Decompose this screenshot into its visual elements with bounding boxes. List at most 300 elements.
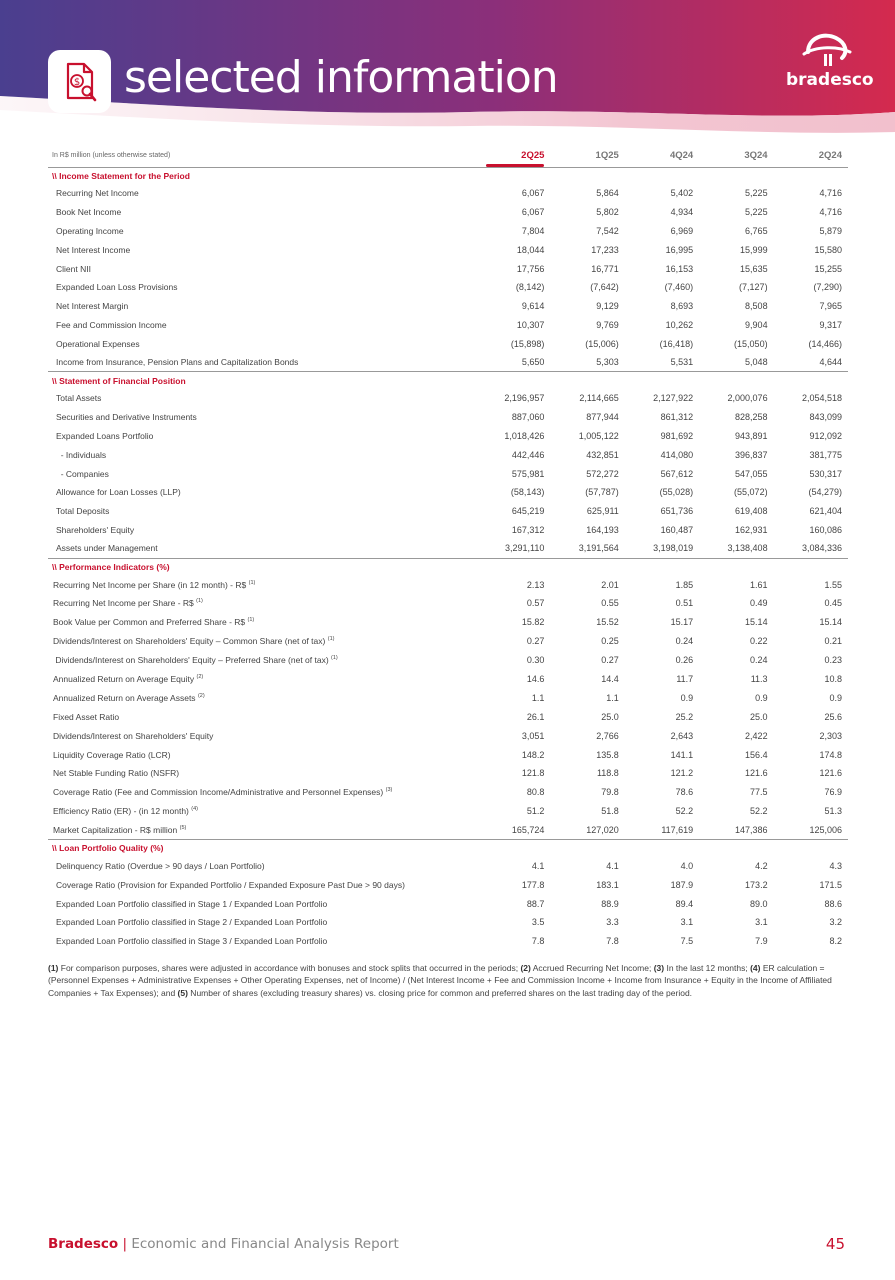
cell-value: 943,891 — [735, 430, 768, 441]
row-label — [48, 316, 476, 335]
table-row — [48, 875, 848, 894]
cell-value: (54,279) — [808, 487, 842, 498]
cell-value: 530,317 — [809, 468, 842, 479]
cell-value: 15.14 — [819, 617, 842, 628]
cell-value: 0.24 — [675, 636, 694, 647]
row-label — [48, 521, 476, 540]
footnote-marker: (5) — [179, 825, 187, 832]
row-label — [48, 240, 476, 259]
row-label-text: Assets under Management — [56, 543, 158, 554]
cell-value: 3.2 — [829, 917, 842, 928]
cell-value: 183.1 — [596, 879, 619, 890]
cell-value: 78.6 — [675, 787, 694, 798]
cell-value: 121.6 — [745, 768, 768, 779]
row-label — [48, 334, 476, 353]
row-label — [48, 389, 476, 408]
cell-value: (7,290) — [813, 282, 842, 293]
table-row — [48, 670, 848, 689]
cell-value: 0.49 — [750, 598, 768, 609]
cell-value: 80.8 — [526, 787, 545, 798]
cell-value: 15,999 — [740, 244, 768, 255]
cell-value: (15,006) — [585, 338, 619, 349]
cell-value: 7.9 — [755, 936, 768, 947]
row-label-text: Delinquency Ratio (Overdue > 90 days / Loan Portfolio) — [56, 861, 265, 871]
table-row — [48, 688, 848, 707]
cell-value: 187.9 — [670, 879, 694, 890]
cell-value: 118.8 — [596, 768, 619, 779]
row-label — [48, 932, 476, 951]
row-label-text: Net Interest Income — [56, 244, 131, 255]
cell-value: 442,446 — [511, 449, 545, 460]
row-label — [48, 707, 476, 726]
table-row — [48, 427, 848, 446]
cell-value: 16,771 — [591, 263, 619, 274]
cell-value: 5,802 — [596, 207, 619, 218]
table-row — [48, 184, 848, 203]
cell-value: 121.2 — [670, 768, 694, 779]
row-label — [48, 222, 476, 241]
footnote-marker: (1) — [248, 579, 256, 586]
cell-value: 25.6 — [824, 711, 842, 722]
cell-value: 15,635 — [740, 263, 768, 274]
cell-value: 14.6 — [526, 674, 545, 685]
row-label-text: Recurring Net Income per Share - R$ — [53, 598, 194, 609]
cell-value: 51.3 — [824, 806, 842, 817]
cell-value: 3,051 — [521, 730, 545, 741]
row-label — [48, 502, 476, 521]
footer-report-title: Economic and Financial Analysis Report — [131, 1236, 399, 1252]
table-row — [48, 764, 848, 783]
row-label — [48, 445, 476, 464]
cell-value: 52.2 — [750, 806, 768, 817]
column-header-1q25: 1Q25 — [595, 150, 619, 162]
cell-value: 7,542 — [596, 225, 619, 236]
row-label — [48, 632, 476, 651]
row-label-text: Net Interest Margin — [56, 301, 129, 312]
table-row — [48, 389, 848, 408]
table-row — [48, 802, 848, 821]
table-row — [48, 707, 848, 726]
table-row — [48, 502, 848, 521]
cell-value: (7,127) — [739, 282, 768, 293]
cell-value: 15,255 — [814, 263, 842, 274]
row-label-text: Dividends/Interest on Shareholders' Equity – Common Share (net of tax) — [53, 636, 326, 647]
cell-value: 3.1 — [755, 917, 768, 928]
row-label-text: Client NII — [56, 263, 91, 274]
cell-value: 165,724 — [511, 824, 545, 835]
table-row — [48, 464, 848, 483]
column-header-4q24: 4Q24 — [669, 150, 694, 162]
cell-value: 76.9 — [824, 787, 842, 798]
cell-value: 51.8 — [601, 806, 619, 817]
cell-value: 861,312 — [660, 412, 694, 423]
row-label-text: Liquidity Coverage Ratio (LCR) — [53, 749, 171, 760]
cell-value: 127,020 — [586, 824, 619, 835]
table-row — [48, 316, 848, 335]
cell-value: 147,386 — [735, 824, 768, 835]
cell-value: 141.1 — [670, 749, 694, 760]
cell-value: 547,055 — [735, 468, 768, 479]
cell-value: 11.3 — [750, 674, 768, 685]
footnote-text: Accrued Recurring Net Income; — [530, 963, 654, 973]
cell-value: 77.5 — [750, 787, 768, 798]
cell-value: 156.4 — [745, 749, 768, 760]
cell-value: 16,153 — [665, 263, 694, 274]
cell-value: 16,995 — [665, 244, 694, 255]
cell-value: 2,127,922 — [653, 393, 694, 404]
cell-value: 0.9 — [755, 692, 768, 703]
footnote-marker: (3) — [385, 787, 393, 794]
cell-value: 10,307 — [516, 319, 545, 330]
footnote-marker: (4) — [191, 806, 198, 813]
cell-value: 0.51 — [675, 598, 694, 609]
active-column-indicator — [486, 164, 544, 167]
cell-value: 174.8 — [819, 749, 842, 760]
row-label-text: Expanded Loans Portfolio — [56, 430, 154, 441]
logo-text: bradesco — [786, 70, 874, 90]
cell-value: 5,225 — [745, 188, 768, 199]
row-label-text: Coverage Ratio (Provision for Expanded Portfolio / Expanded Exposure Past Due > 90 days) — [56, 879, 405, 890]
cell-value: 6,067 — [521, 188, 545, 199]
column-header-2q24: 2Q24 — [818, 150, 842, 162]
row-label — [48, 184, 476, 203]
cell-value: 14.4 — [601, 674, 619, 685]
row-label — [48, 278, 476, 297]
cell-value: 3,191,564 — [578, 543, 619, 554]
table-row — [48, 521, 848, 540]
row-label — [48, 427, 476, 446]
cell-value: 7.8 — [531, 936, 545, 947]
cell-value: 5,864 — [596, 188, 619, 199]
row-label-text: Expanded Loan Loss Provisions — [56, 282, 178, 293]
section-header-row — [48, 558, 848, 575]
cell-value: 135.8 — [596, 749, 619, 760]
cell-value: 4,644 — [819, 357, 842, 368]
cell-value: 25.2 — [675, 711, 694, 722]
page-number: 45 — [825, 1235, 845, 1253]
cell-value: 1.55 — [824, 579, 842, 590]
cell-value: 17,756 — [516, 263, 545, 274]
cell-value: 17,233 — [591, 244, 619, 255]
cell-value: 18,044 — [516, 244, 545, 255]
footnote-number: (2) — [520, 963, 531, 973]
footnote-text: ER calculation = (Personnel Expenses + Administrative Expenses + Other Operating Expenses, net of Income) / (Net Interest Income + Fee and Commission Income + Income from Insurance + Equity in the Income of Affiliated Companies + Tax Expenses); and — [48, 963, 832, 998]
cell-value: 11.7 — [676, 674, 694, 685]
row-label-text: Coverage Ratio (Fee and Commission Income/Administrative and Personnel Expenses) — [53, 787, 384, 798]
row-label — [48, 353, 476, 372]
row-label — [48, 575, 476, 594]
table-row — [48, 857, 848, 876]
footnote-text: In the last 12 months; — [664, 963, 751, 973]
page-title: selected information — [124, 52, 558, 103]
cell-value: 160,086 — [809, 524, 842, 535]
cell-value: 4,934 — [670, 207, 694, 218]
cell-value: 6,067 — [521, 207, 545, 218]
cell-value: 3.3 — [606, 917, 619, 928]
document-search-icon — [48, 50, 111, 113]
cell-value: 25.0 — [601, 711, 619, 722]
cell-value: 160,487 — [660, 524, 694, 535]
cell-value: 4.3 — [829, 861, 842, 871]
cell-value: 25.0 — [750, 711, 768, 722]
cell-value: 4.2 — [755, 861, 768, 871]
row-label-text: Total Deposits — [56, 506, 110, 517]
cell-value: 10.8 — [824, 674, 842, 685]
footnote-marker: (1) — [331, 655, 338, 662]
cell-value: 3,084,336 — [801, 543, 842, 554]
cell-value: (14,466) — [808, 338, 842, 349]
cell-value: 148.2 — [521, 749, 545, 760]
cell-value: 1.61 — [750, 579, 768, 590]
cell-value: 3.1 — [680, 917, 694, 928]
row-label — [48, 297, 476, 316]
cell-value: 4,716 — [819, 188, 842, 199]
cell-value: 0.27 — [601, 655, 619, 666]
cell-value: 0.45 — [824, 598, 842, 609]
row-label-text: Securities and Derivative Instruments — [56, 412, 197, 423]
cell-value: 1.1 — [531, 692, 545, 703]
cell-value: 567,612 — [660, 468, 694, 479]
cell-value: 162,931 — [735, 524, 768, 535]
cell-value: (7,460) — [664, 282, 694, 293]
cell-value: 572,272 — [586, 468, 619, 479]
cell-value: 3,291,110 — [505, 543, 545, 554]
cell-value: 0.55 — [601, 598, 619, 609]
table-row — [48, 632, 848, 651]
row-label-text: Total Assets — [56, 393, 102, 404]
cell-value: 0.26 — [675, 655, 694, 666]
cell-value: 2.13 — [526, 579, 545, 590]
cell-value: 15.82 — [521, 617, 545, 628]
cell-value: 79.8 — [601, 787, 619, 798]
cell-value: 5,048 — [745, 357, 768, 368]
row-label-text: Income from Insurance, Pension Plans and Capitalization Bonds — [56, 357, 299, 368]
row-label — [48, 203, 476, 222]
row-label — [48, 726, 476, 745]
cell-value: 0.24 — [750, 655, 768, 666]
row-label — [48, 764, 476, 783]
row-label-text: Book Net Income — [56, 207, 122, 218]
cell-value: 51.2 — [526, 806, 545, 817]
cell-value: 89.0 — [750, 898, 768, 909]
cell-value: 5,650 — [521, 357, 545, 368]
cell-value: 5,402 — [670, 188, 694, 199]
cell-value: 1.1 — [606, 692, 619, 703]
table-row — [48, 353, 848, 372]
table-row — [48, 932, 848, 951]
row-label — [48, 483, 476, 502]
cell-value: 164,193 — [586, 524, 619, 535]
table-row — [48, 483, 848, 502]
footnotes — [48, 962, 848, 999]
row-label — [48, 670, 476, 689]
cell-value: 2,000,076 — [727, 393, 768, 404]
row-label — [48, 875, 476, 894]
table-row — [48, 278, 848, 297]
cell-value: 5,531 — [670, 357, 694, 368]
cell-value: 0.27 — [526, 636, 545, 647]
svg-text:$: $ — [73, 76, 80, 88]
cell-value: 167,312 — [511, 524, 545, 535]
table-row — [48, 297, 848, 316]
cell-value: 89.4 — [675, 898, 694, 909]
row-label-text: Book Value per Common and Preferred Share - R$ — [53, 617, 246, 628]
cell-value: (15,050) — [734, 338, 768, 349]
cell-value: 4.1 — [531, 861, 545, 871]
cell-value: 88.7 — [526, 898, 545, 909]
footnote-number: (4) — [750, 963, 761, 973]
row-label-text: Dividends/Interest on Shareholders' Equity — [53, 730, 214, 741]
row-label — [48, 651, 476, 670]
cell-value: (7,642) — [590, 282, 619, 293]
selected-information-table — [48, 145, 848, 951]
row-label — [48, 821, 476, 840]
cell-value: 0.30 — [526, 655, 545, 666]
cell-value: 4,716 — [819, 207, 842, 218]
cell-value: 171.5 — [819, 879, 842, 890]
row-label-text: Shareholders' Equity — [56, 524, 135, 535]
footnote-marker: (1) — [247, 617, 255, 624]
row-label — [48, 857, 476, 876]
cell-value: 2,766 — [596, 730, 619, 741]
cell-value: (15,898) — [510, 338, 545, 349]
row-label-text: - Companies — [56, 468, 109, 479]
cell-value: 7.8 — [606, 936, 619, 947]
cell-value: 9,769 — [596, 319, 619, 330]
cell-value: 8,508 — [745, 301, 768, 312]
section-title: \\ Statement of Financial Position — [48, 372, 848, 389]
cell-value: 88.9 — [601, 898, 619, 909]
table-row — [48, 222, 848, 241]
cell-value: 981,692 — [660, 430, 694, 441]
row-label — [48, 594, 476, 613]
table-row — [48, 651, 848, 670]
cell-value: 7,804 — [521, 225, 545, 236]
footnote-number: (3) — [653, 963, 665, 973]
cell-value: 7,965 — [819, 301, 842, 312]
cell-value: 5,303 — [596, 357, 619, 368]
cell-value: 10,262 — [665, 319, 694, 330]
cell-value: 9,317 — [819, 319, 842, 330]
cell-value: 877,944 — [586, 412, 619, 423]
row-label-text: Allowance for Loan Losses (LLP) — [56, 487, 181, 498]
table-row — [48, 821, 848, 840]
cell-value: 0.57 — [526, 598, 545, 609]
table-row — [48, 726, 848, 745]
cell-value: 4.1 — [606, 861, 619, 871]
cell-value: 0.9 — [680, 692, 694, 703]
cell-value: 3,198,019 — [653, 543, 694, 554]
cell-value: 621,404 — [809, 506, 842, 517]
cell-value: 575,981 — [511, 468, 545, 479]
cell-value: 6,969 — [670, 225, 694, 236]
row-label — [48, 464, 476, 483]
row-label — [48, 802, 476, 821]
footnote-marker: (2) — [197, 693, 205, 700]
cell-value: 645,219 — [511, 506, 545, 517]
cell-value: 0.25 — [601, 636, 619, 647]
cell-value: 2,643 — [670, 730, 694, 741]
cell-value: 4.0 — [680, 861, 694, 871]
footer-separator: | — [118, 1236, 132, 1252]
footer-brand: Bradesco — [48, 1236, 119, 1252]
page-footer — [48, 1236, 399, 1252]
cell-value: 52.2 — [675, 806, 694, 817]
cell-value: 5,225 — [745, 207, 768, 218]
cell-value: 121.6 — [819, 768, 842, 779]
cell-value: 887,060 — [511, 412, 545, 423]
table-body — [48, 167, 848, 951]
cell-value: 26.1 — [526, 711, 545, 722]
cell-value: 3,138,408 — [727, 543, 768, 554]
row-label-text: Fee and Commission Income — [56, 319, 167, 330]
cell-value: 396,837 — [735, 449, 768, 460]
row-label — [48, 745, 476, 764]
cell-value: 414,080 — [660, 449, 694, 460]
table-row — [48, 894, 848, 913]
cell-value: 619,408 — [735, 506, 768, 517]
footnote-number: (5) — [177, 987, 188, 998]
footnote-number: (1) — [48, 963, 59, 973]
cell-value: 8.2 — [829, 936, 842, 947]
row-label — [48, 783, 476, 802]
row-label-text: Annualized Return on Average Equity — [53, 674, 195, 685]
cell-value: 9,129 — [596, 301, 619, 312]
column-header-3q24: 3Q24 — [744, 150, 768, 162]
section-header-row — [48, 840, 848, 857]
footnote-text: For comparison purposes, shares were adjusted in accordance with bonuses and stock splits that occurred in the periods; — [58, 963, 521, 973]
table-row — [48, 913, 848, 932]
section-title: \\ Loan Portfolio Quality (%) — [48, 840, 848, 857]
cell-value: 117,619 — [661, 824, 694, 835]
cell-value: 0.23 — [824, 655, 842, 666]
row-label-text: Annualized Return on Average Assets — [53, 692, 196, 703]
row-label — [48, 688, 476, 707]
cell-value: 121.8 — [521, 768, 545, 779]
cell-value: 6,765 — [745, 225, 768, 236]
table-row — [48, 745, 848, 764]
row-label-text: Efficiency Ratio (ER) - (in 12 month) — [53, 806, 189, 817]
cell-value: (55,072) — [734, 487, 768, 498]
row-label-text: Expanded Loan Portfolio classified in Stage 1 / Expanded Loan Portfolio — [56, 898, 328, 909]
row-label-text: Dividends/Interest on Shareholders' Equity – Preferred Share (net of tax) — [53, 655, 329, 666]
row-label-text: Expanded Loan Portfolio classified in Stage 3 / Expanded Loan Portfolio — [56, 936, 328, 947]
footnote-marker: (1) — [327, 636, 335, 643]
cell-value: 15,580 — [814, 244, 842, 255]
cell-value: 15.17 — [670, 617, 694, 628]
cell-value: 2,054,518 — [801, 393, 842, 404]
cell-value: (58,143) — [510, 487, 545, 498]
cell-value: 0.21 — [824, 636, 842, 647]
table-row — [48, 575, 848, 594]
cell-value: 2.01 — [601, 579, 619, 590]
row-label — [48, 913, 476, 932]
cell-value: 2,303 — [819, 730, 842, 741]
cell-value: 625,911 — [586, 506, 619, 517]
row-label-text: Net Stable Funding Ratio (NSFR) — [53, 768, 180, 779]
cell-value: 912,092 — [809, 430, 842, 441]
row-label-text: Recurring Net Income per Share (in 12 month) - R$ — [53, 579, 247, 590]
cell-value: (57,787) — [585, 487, 619, 498]
unit-label: In R$ million (unless otherwise stated) — [52, 152, 171, 160]
row-label — [48, 539, 476, 558]
footnote-marker: (2) — [196, 674, 204, 681]
row-label-text: - Individuals — [56, 449, 107, 460]
cell-value: 3.5 — [531, 917, 545, 928]
cell-value: 381,775 — [809, 449, 842, 460]
table-row — [48, 539, 848, 558]
column-header-2q25: 2Q25 — [476, 145, 550, 167]
